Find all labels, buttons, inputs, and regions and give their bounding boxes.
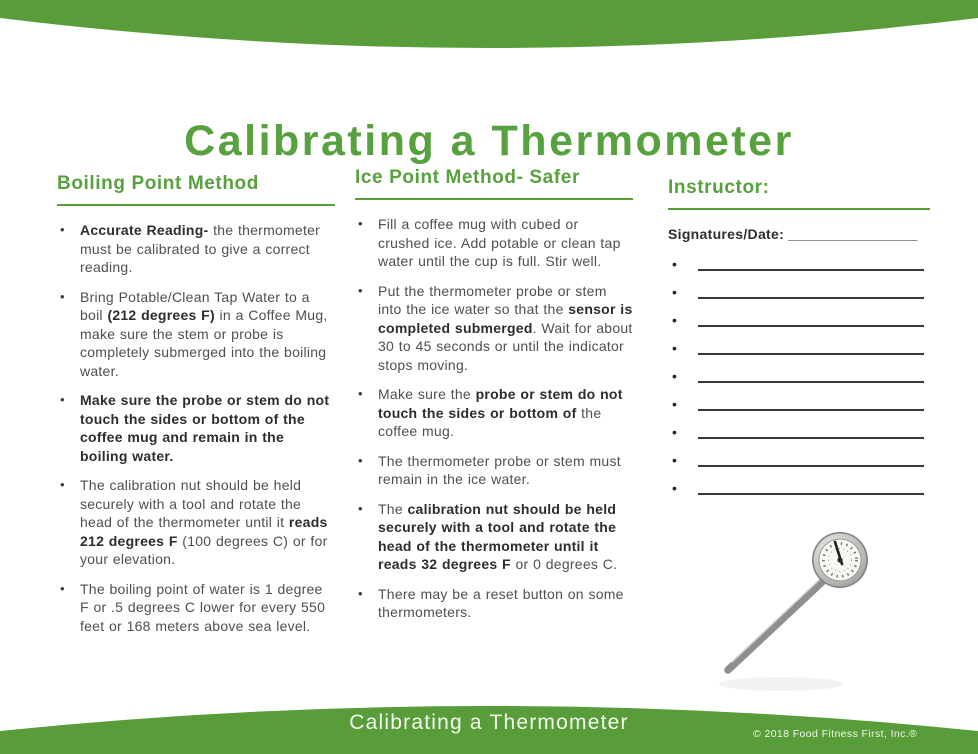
signature-line-item <box>668 418 930 446</box>
signature-blank-line <box>698 297 924 299</box>
footer-copyright: © 2018 Food Fitness First, Inc.® <box>753 728 918 740</box>
signature-blank-line <box>698 409 924 411</box>
signature-line-item <box>668 362 930 390</box>
bullet-item: • The boiling point of water is 1 degree F or .5 degrees C lower for every 550 feet or 168 meters above sea level. <box>57 580 335 636</box>
bullet-item: • Fill a coffee mug with cubed or crushed ice. Add potable or clean tap water until the cup is full. Stir well. <box>355 215 633 271</box>
boiling-point-bullet-list <box>57 221 335 635</box>
signature-line-item <box>668 334 930 362</box>
thermometer-probe <box>728 582 822 670</box>
instructor-section <box>668 177 930 502</box>
signature-line-item <box>668 446 930 474</box>
green-divider <box>668 208 930 210</box>
signature-blank-line <box>698 493 924 495</box>
page-title: Calibrating a Thermometer <box>184 116 794 165</box>
boiling-point-method-section <box>57 173 335 646</box>
bullet-item: • The calibration nut should be held securely with a tool and rotate the head of the thermometer until it reads 212 degrees F (100 degrees C) or for your elevation. <box>57 476 335 569</box>
thermometer-shadow <box>719 677 843 691</box>
signatures-date-row <box>668 226 930 242</box>
signature-line-item <box>668 306 930 334</box>
signature-line-item <box>668 278 930 306</box>
signature-blank-line <box>698 353 924 355</box>
thermometer-dial <box>812 532 868 588</box>
bullet-item: • There may be a reset button on some thermometers. <box>355 585 633 622</box>
bullet-item: • The thermometer probe or stem must remain in the ice water. <box>355 452 633 489</box>
signature-line-item <box>668 474 930 502</box>
green-divider <box>355 198 633 200</box>
signature-blank-line <box>698 465 924 467</box>
green-divider <box>57 204 335 206</box>
bullet-item: • Bring Potable/Clean Tap Water to a boil (212 degrees F) in a Coffee Mug, make sure the stem or probe is completely submerged into the boiling water. <box>57 288 335 381</box>
bullet-item: • Accurate Reading- the thermometer must be calibrated to give a correct reading. <box>57 221 335 277</box>
signature-line-list <box>668 250 930 502</box>
top-green-band <box>0 0 978 80</box>
ice-point-heading: Ice Point Method- Safer <box>355 167 580 188</box>
signature-blank-line <box>698 269 924 271</box>
bullet-item: • The calibration nut should be held securely with a tool and rotate the head of the thermometer until it reads 32 degrees F or 0 degrees C. <box>355 500 633 574</box>
signatures-date-label: Signatures/Date: <box>668 226 785 242</box>
instructor-heading: Instructor: <box>668 177 770 198</box>
footer-title: Calibrating a Thermometer <box>349 711 629 734</box>
signature-blank-line <box>698 437 924 439</box>
signature-line-item <box>668 390 930 418</box>
ice-point-bullet-list <box>355 215 633 622</box>
signature-blank-line <box>698 381 924 383</box>
dial-thermometer-image <box>706 512 962 704</box>
signature-blank-line <box>698 325 924 327</box>
signatures-date-blank: ________________ <box>788 226 918 242</box>
bullet-item: • Make sure the probe or stem do not touch the sides or bottom of the coffee mug. <box>355 385 633 441</box>
signature-line-item <box>668 250 930 278</box>
ice-point-method-section <box>355 167 633 633</box>
boiling-point-heading: Boiling Point Method <box>57 173 259 194</box>
bullet-item: • Put the thermometer probe or stem into the ice water so that the sensor is completed submerged. Wait for about 30 to 45 seconds or until the indicator stops moving. <box>355 282 633 375</box>
bullet-item: • Make sure the probe or stem do not touch the sides or bottom of the coffee mug and remain in the boiling water. <box>57 391 335 465</box>
